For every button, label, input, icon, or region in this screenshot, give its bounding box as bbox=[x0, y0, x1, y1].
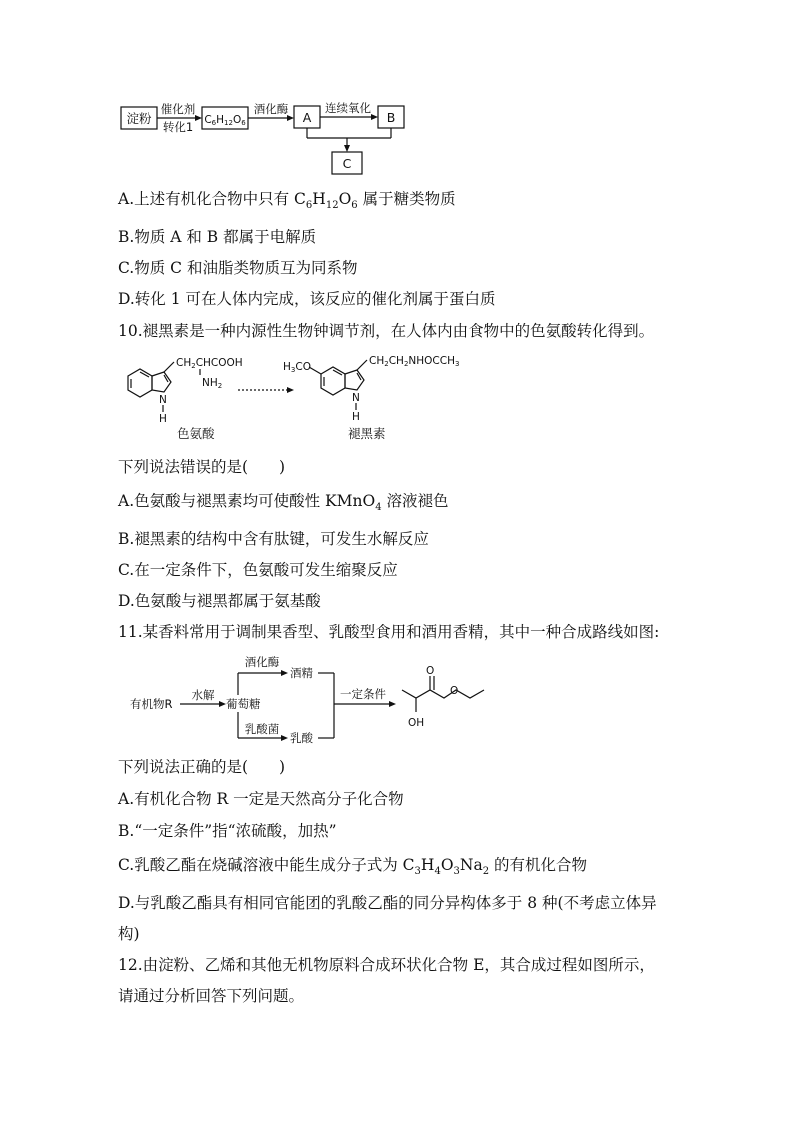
lactic-acid-label: 乳酸 bbox=[290, 731, 313, 745]
q11-option-a: A.有机化合物 R 一定是天然高分子化合物 bbox=[118, 790, 404, 808]
q11-option-d-line1: D.与乳酸乙酯具有相同官能团的乳酸乙酯的同分异构体多于 8 种(不考虑立体异 bbox=[118, 894, 657, 912]
ethyl-lactate-structure bbox=[402, 665, 484, 729]
q10-option-a: A.色氨酸与褪黑素均可使酸性 KMnO$_4$ 溶液褪色 bbox=[118, 492, 449, 514]
q9-option-b: B.物质 A 和 B 都属于电解质 bbox=[118, 228, 317, 246]
carbonyl-o: O bbox=[426, 665, 435, 677]
melatonin-h: H bbox=[352, 411, 360, 423]
alcohol-label: 酒精 bbox=[290, 666, 313, 680]
oxidation-label: 连续氧化 bbox=[325, 101, 371, 115]
melatonin-structure bbox=[283, 355, 459, 441]
enzyme-label-2: 酒化酶 bbox=[244, 655, 280, 669]
glucose-label: 葡萄糖 bbox=[226, 697, 261, 711]
box-c-label: C bbox=[342, 156, 352, 171]
catalyst-label: 催化剂 bbox=[160, 102, 196, 116]
q10-option-b: B.褪黑素的结构中含有肽键，可发生水解反应 bbox=[118, 530, 429, 548]
tryptophan-side-chain: CH2CHCOOH bbox=[176, 357, 243, 370]
condition-label: 一定条件 bbox=[340, 687, 386, 701]
q11-option-d-line2: 构) bbox=[118, 925, 140, 943]
melatonin-n: N bbox=[352, 392, 360, 404]
q9-option-c: C.物质 C 和油脂类物质互为同系物 bbox=[118, 259, 358, 277]
melatonin-side-chain: CH2CH2NHOCCH3 bbox=[369, 355, 460, 368]
q10-option-d: D.色氨酸与褪黑都属于氨基酸 bbox=[118, 592, 321, 610]
q9-option-d: D.转化 1 可在人体内完成，该反应的催化剂属于蛋白质 bbox=[118, 290, 496, 308]
q12-stem-line2: 请通过分析回答下列问题。 bbox=[118, 987, 305, 1005]
tryptophan-structure bbox=[128, 357, 243, 441]
ethyl-lactate-synthesis-diagram bbox=[118, 652, 508, 752]
q9-option-a: A.上述有机化合物中只有 $C_6H_{12}O_6$ 属于糖类物质 bbox=[118, 190, 456, 212]
hydroxyl-oh: OH bbox=[408, 717, 425, 729]
hydrolysis-label: 水解 bbox=[191, 688, 215, 702]
conversion1-label: 转化1 bbox=[162, 120, 194, 134]
tryptophan-name: 色氨酸 bbox=[177, 426, 215, 441]
tryptophan-n: N bbox=[159, 394, 167, 406]
box-b-label: B bbox=[386, 110, 396, 125]
box-a-label: A bbox=[302, 110, 312, 125]
glucose-formula-label: C6H12O6 bbox=[204, 114, 246, 127]
q11-option-b: B.“一定条件”指“浓硫酸，加热” bbox=[118, 822, 337, 840]
q11-stem: 11.某香料常用于调制果香型、乳酸型食用和酒用香精，其中一种合成路线如图: bbox=[118, 623, 660, 641]
tryptophan-h: H bbox=[159, 413, 167, 425]
melatonin-name: 褪黑素 bbox=[348, 426, 386, 441]
melatonin-prefix: H3CO bbox=[283, 361, 311, 374]
q10-prompt: 下列说法错误的是( ) bbox=[118, 458, 286, 476]
ester-o: O bbox=[450, 685, 459, 697]
q10-option-c: C.在一定条件下，色氨酸可发生缩聚反应 bbox=[118, 561, 398, 579]
q10-stem: 10.褪黑素是一种内源性生物钟调节剂，在人体内由食物中的色氨酸转化得到。 bbox=[118, 322, 655, 340]
q11-option-c: C.乳酸乙酯在烧碱溶液中能生成分子式为 $C_3H_4O_3Na_2$ 的有机化合物 bbox=[118, 856, 588, 878]
q11-prompt: 下列说法正确的是( ) bbox=[118, 758, 286, 776]
q12-stem-line1: 12.由淀粉、乙烯和其他无机物原料合成环状化合物 E，其合成过程如图所示， bbox=[118, 956, 655, 974]
tryptophan-nh2: NH2 bbox=[202, 377, 223, 390]
enzyme-label: 酒化酶 bbox=[253, 102, 289, 116]
organic-r-label: 有机物R bbox=[130, 697, 173, 711]
lactobacillus-label: 乳酸菌 bbox=[244, 722, 280, 736]
starch-conversion-diagram bbox=[116, 98, 416, 176]
starch-label: 淀粉 bbox=[126, 111, 152, 126]
tryptophan-melatonin-diagram bbox=[118, 348, 498, 442]
